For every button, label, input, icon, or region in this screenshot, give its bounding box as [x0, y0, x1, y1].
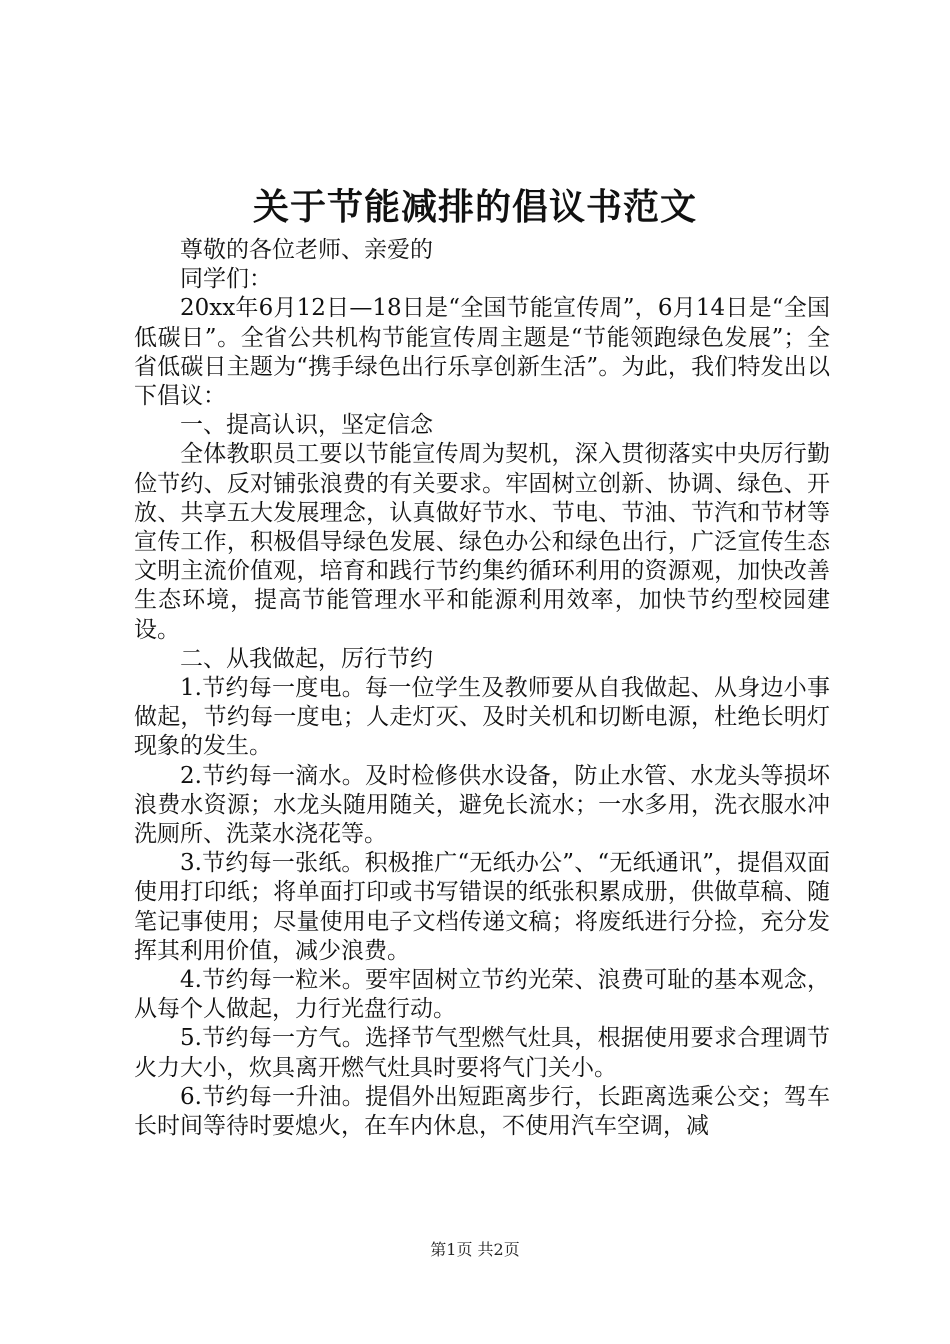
salutation-line-1: 尊敬的各位老师、亲爱的	[180, 237, 433, 263]
list-item: 4.节约每一粒米。要牢固树立节约光荣、浪费可耻的基本观念，从每个人做起，力行光盘行动。	[134, 967, 830, 1023]
section-1-body: 全体教职员工要以节能宣传周为契机，深入贯彻落实中央厉行勤俭节约、反对铺张浪费的有关要求。牢固树立创新、协调、绿色、开放、共享五大发展理念，认真做好节水、节电、节油、节汽和节材等宣传工作，积极倡导绿色发展、绿色办公和绿色出行，广泛宣传生态文明主流价值观，培育和践行节约集约循环利用的资源观，加快改善生态环境，提高节能管理水平和能源利用效率，加快节约型校园建设。	[134, 441, 830, 643]
list-item: 3.节约每一张纸。积极推广“无纸办公”、“无纸通讯”，提倡双面使用打印纸；将单面打印或书写错误的纸张积累成册，供做草稿、随笔记事使用；尽量使用电子文档传递文稿；将废纸进行分捡，充分发挥其利用价值，减少浪费。	[134, 850, 830, 964]
document-body	[134, 236, 830, 1141]
page-number-footer: 第1页 共2页	[430, 1240, 520, 1259]
document-title: 关于节能减排的倡议书范文	[252, 187, 697, 228]
list-item: 5.节约每一方气。选择节气型燃气灶具，根据使用要求合理调节火力大小，炊具离开燃气灶具时要将气门关小。	[134, 1025, 830, 1081]
section-2-heading: 二、从我做起，厉行节约	[180, 645, 433, 672]
list-item: 2.节约每一滴水。及时检修供水设备，防止水管、水龙头等损坏浪费水资源；水龙头随用随关，避免长流水；一水多用，洗衣服水冲洗厕所、洗菜水浇花等。	[134, 762, 830, 848]
intro-paragraph: 20xx年6月12日—18日是“全国节能宣传周”，6月14日是“全国低碳日”。全省公共机构节能宣传周主题是“节能领跑绿色发展”；全省低碳日主题为“携手绿色出行乐享创新生活”。为此，我们特发出以下倡议：	[134, 295, 830, 410]
list-item: 1.节约每一度电。每一位学生及教师要从自我做起、从身边小事做起，节约每一度电；人走灯灭、及时关机和切断电源，杜绝长明灯现象的发生。	[134, 675, 830, 760]
list-item: 6.节约每一升油。提倡外出短距离步行，长距离选乘公交；驾车长时间等待时要熄火，在车内休息，不使用汽车空调，减	[134, 1083, 830, 1140]
salutation-line-2: 同学们：	[180, 266, 272, 293]
section-1-heading: 一、提高认识，坚定信念	[180, 412, 433, 439]
